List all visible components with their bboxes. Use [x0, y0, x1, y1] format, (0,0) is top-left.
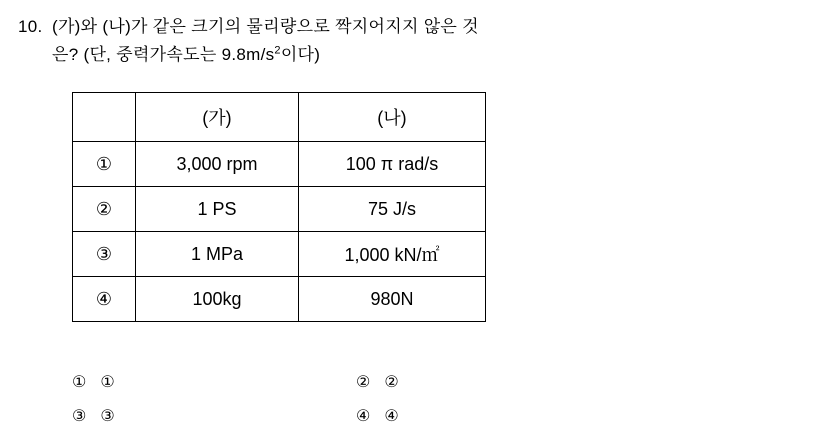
choice-2-circle: ② — [356, 374, 371, 391]
question-text-line-2-post: 이다) — [280, 45, 321, 64]
choice-row-2 — [72, 406, 592, 426]
question-block — [18, 14, 808, 68]
row-1-value-b: 100 π rad/s — [299, 142, 486, 187]
table-header-blank — [73, 93, 136, 142]
choice-1-circle: ① — [72, 374, 87, 391]
choice-4-label: ④ — [384, 408, 399, 425]
choice-option-2[interactable] — [356, 372, 576, 392]
choice-row-spacer — [292, 406, 356, 426]
row-3-value-a: 1 MPa — [136, 232, 299, 277]
row-4-value-a: 100kg — [136, 277, 299, 322]
question-exponent: 2 — [274, 44, 281, 57]
row-1-value-a: 3,000 rpm — [136, 142, 299, 187]
question-line-1 — [18, 14, 808, 40]
choice-1-label: ① — [100, 374, 115, 391]
table-header-row — [73, 93, 486, 142]
choice-row-1 — [72, 372, 592, 392]
choice-option-1[interactable] — [72, 372, 292, 392]
table-header-na: (나) — [299, 93, 486, 142]
row-3-value-b: 1,000 kN/㎡ — [299, 232, 486, 277]
question-text-line-2-pre: 은? (단, 중력가속도는 9.8m/s — [52, 45, 275, 64]
table-row — [73, 187, 486, 232]
row-2-value-b: 75 J/s — [299, 187, 486, 232]
question-number: 10. — [18, 17, 43, 36]
row-4-value-b: 980N — [299, 277, 486, 322]
table-header-ga: (가) — [136, 93, 299, 142]
choices-block — [72, 372, 592, 440]
table-row — [73, 277, 486, 322]
row-number-4: ④ — [73, 277, 136, 322]
row-number-2: ② — [73, 187, 136, 232]
question-text-line-1: (가)와 (나)가 같은 크기의 물리량으로 짝지어지지 않은 것 — [52, 17, 479, 36]
choice-3-label: ③ — [100, 408, 115, 425]
comparison-table — [72, 92, 486, 322]
choice-option-3[interactable] — [72, 406, 292, 426]
table-row — [73, 142, 486, 187]
question-text-line-2 — [52, 42, 808, 68]
choice-option-4[interactable] — [356, 406, 576, 426]
row-number-1: ① — [73, 142, 136, 187]
choice-3-circle: ③ — [72, 408, 87, 425]
question-line-2 — [18, 42, 808, 68]
row-2-value-a: 1 PS — [136, 187, 299, 232]
choice-row-spacer — [292, 372, 356, 392]
choice-4-circle: ④ — [356, 408, 371, 425]
row-number-3: ③ — [73, 232, 136, 277]
choice-2-label: ② — [384, 374, 399, 391]
table-row — [73, 232, 486, 277]
